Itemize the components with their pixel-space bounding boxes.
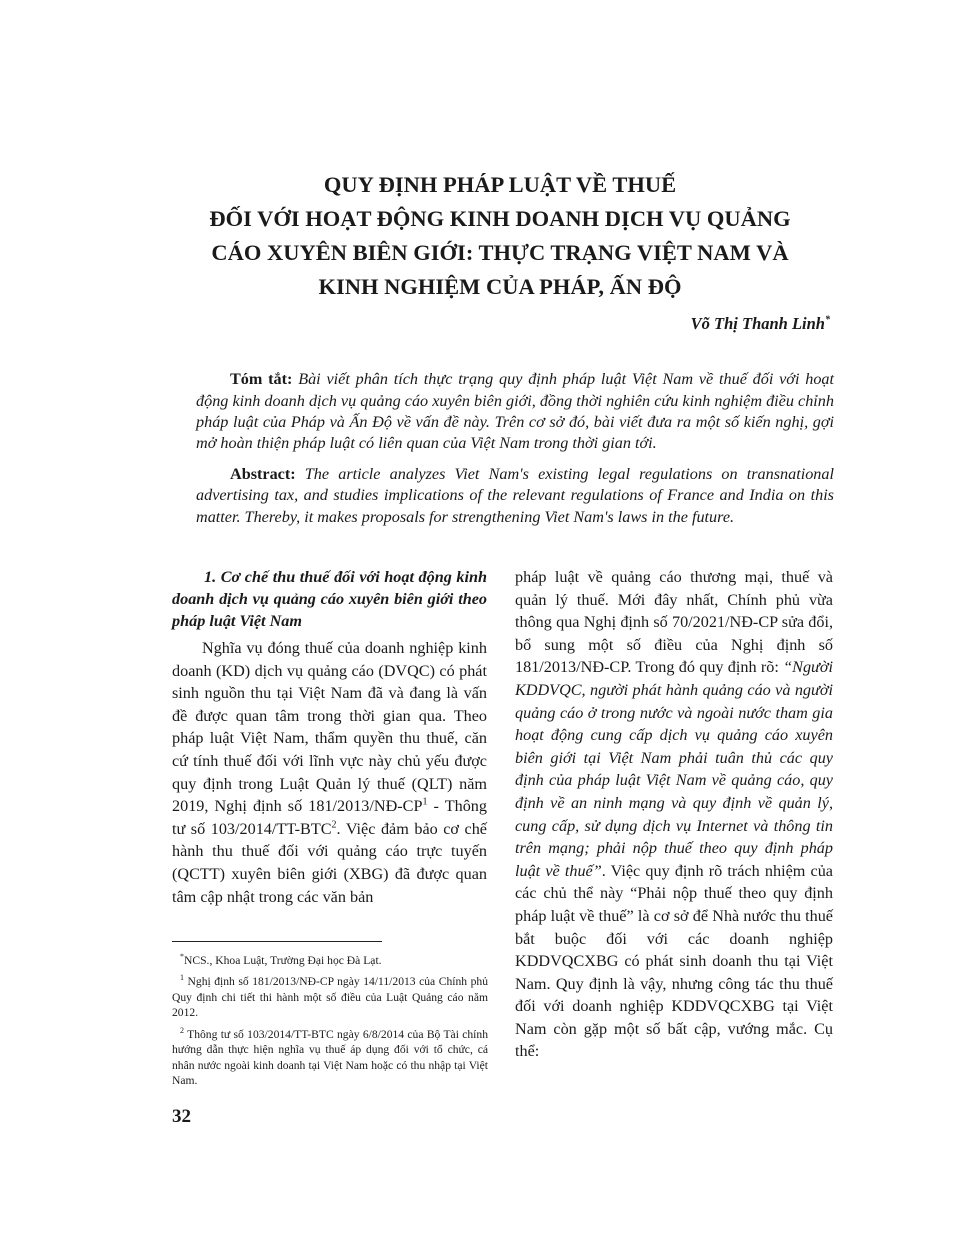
summary-english <box>196 464 834 528</box>
footnote-2 <box>172 1023 488 1089</box>
footnote-mark: 2 <box>180 1025 184 1035</box>
author-name: Võ Thị Thanh Linh <box>690 314 825 333</box>
footnote-ref-2[interactable]: 2 <box>331 819 337 831</box>
footnote-text: Thông tư số 103/2014/TT-BTC ngày 6/8/2014 của Bộ Tài chính hướng dẫn thực hiện nghĩa vụ thuế áp dụng đối với tổ chức, cá nhân nước ngoài kinh doanh tại Việt Nam hoặc có thu nhập tại Việt Nam. <box>172 1027 488 1088</box>
title-line-1: QUY ĐỊNH PHÁP LUẬT VỀ THUẾ <box>323 172 677 197</box>
title-line-2: ĐỐI VỚI HOẠT ĐỘNG KINH DOANH DỊCH VỤ QUẢNG <box>209 206 791 231</box>
footnote-text: Nghị định số 181/2013/NĐ-CP ngày 14/11/2013 của Chính phủ Quy định chi tiết thi hành một số điều của Luật Quảng cáo năm 2012. <box>172 975 488 1020</box>
left-paragraph <box>172 637 487 908</box>
footnote-mark: 1 <box>180 973 184 983</box>
author-footnote-mark: * <box>825 314 830 326</box>
right-paragraph <box>515 566 833 1063</box>
summary-vietnamese <box>196 369 834 455</box>
summary-vi-label: Tóm tắt: <box>230 370 293 389</box>
right-paragraph-part-a: pháp luật về quảng cáo thương mại, thuế và quản lý thuế. Mới đây nhất, Chính phủ vừa thông qua Nghị định số 70/2021/NĐ-CP sửa đổi, bổ sung một số điều của Nghị định số 181/2013/NĐ-CP. Trong đó quy định rõ: <box>515 568 833 677</box>
footnote-author <box>172 949 488 968</box>
author-byline <box>691 314 830 334</box>
footnote-1 <box>172 970 488 1020</box>
article-title <box>150 168 850 304</box>
page-number: 32 <box>172 1106 191 1127</box>
footnote-text: NCS., Khoa Luật, Trường Đại học Đà Lạt. <box>184 953 382 967</box>
decree-quote: “Người KDDVQC, người phát hành quảng cáo và người quảng cáo ở trong nước và ngoài nước tham gia hoạt động cung cấp dịch vụ quảng cáo xuyên biên giới tại Việt Nam phải tuân thủ các quy định của pháp luật Việt Nam về quảng cáo, quy định về an ninh mạng và quy định về quản lý, cung cấp, sử dụng dịch vụ Internet và thông tin trên mạng; phải nộp thuế theo quy định pháp luật về thuế” <box>515 658 833 880</box>
footnote-ref-1[interactable]: 1 <box>422 796 428 808</box>
left-column <box>172 566 487 908</box>
left-paragraph-part-c: . Việc đảm bảo cơ chế hành thu thuế đối với quảng cáo trực tuyến (QCTT) xuyên biên giới (XBG) đã được quan tâm cập nhật trong các văn bản <box>172 819 487 906</box>
right-paragraph-part-b: . Việc quy định rõ trách nhiệm của các chủ thể này “Phải nộp thuế theo quy định pháp luật về thuế” là cơ sở để Nhà nước thu thuế bắt buộc đối với các doanh nghiệp KDDVQCXBG có phát sinh doanh thu tại Việt Nam. Quy định là vậy, nhưng công tác thu thuế đối với doanh nghiệp KDDVQCXBG tại Việt Nam còn gặp một số bất cập, vướng mắc. Cụ thể: <box>515 861 833 1061</box>
left-paragraph-part-b: - Thông tư số 103/2014/TT-BTC <box>172 797 487 838</box>
section-heading: 1. Cơ chế thu thuế đối với hoạt động kinh doanh dịch vụ quảng cáo xuyên biên giới theo pháp luật Việt Nam <box>172 568 487 630</box>
footnote-divider <box>172 941 382 942</box>
title-line-4: KINH NGHIỆM CỦA PHÁP, ẤN ĐỘ <box>318 274 682 299</box>
footnotes <box>172 949 488 1091</box>
summary-vi-text: Bài viết phân tích thực trạng quy định pháp luật Việt Nam về thuế đối với hoạt động kinh doanh dịch vụ quảng cáo xuyên biên giới, đồng thời nghiên cứu kinh nghiệm điều chỉnh pháp luật của Pháp và Ấn Độ về vấn đề này. Trên cơ sở đó, bài viết đưa ra một số kiến nghị, gợi mở hoàn thiện pháp luật có liên quan của Việt Nam trong thời gian tới. <box>196 370 835 453</box>
right-column <box>515 566 833 1063</box>
footnote-mark: * <box>180 952 184 961</box>
left-paragraph-part-a: Nghĩa vụ đóng thuế của doanh nghiệp kinh doanh (KD) dịch vụ quảng cáo (DVQC) có phát sinh nguồn thu tại Việt Nam đã và đang là vấn đề được quan tâm trong thời gian qua. Theo pháp luật Việt Nam, thẩm quyền thu thuế, căn cứ tính thuế đối với lĩnh vực này chủ yếu được quy định trong Luật Quản lý thuế (QLT) năm 2019, Nghị định số 181/2013/NĐ-CP <box>172 639 487 816</box>
title-line-3: CÁO XUYÊN BIÊN GIỚI: THỰC TRẠNG VIỆT NAM VÀ <box>211 240 789 265</box>
summary-en-text: The article analyzes Viet Nam's existing legal regulations on transnational advertising tax, and studies implications of the relevant regulations of France and India on this matter. Thereby, it makes proposals for strengthening Viet Nam's laws in the future. <box>196 465 834 526</box>
summary-en-label: Abstract: <box>230 465 296 483</box>
